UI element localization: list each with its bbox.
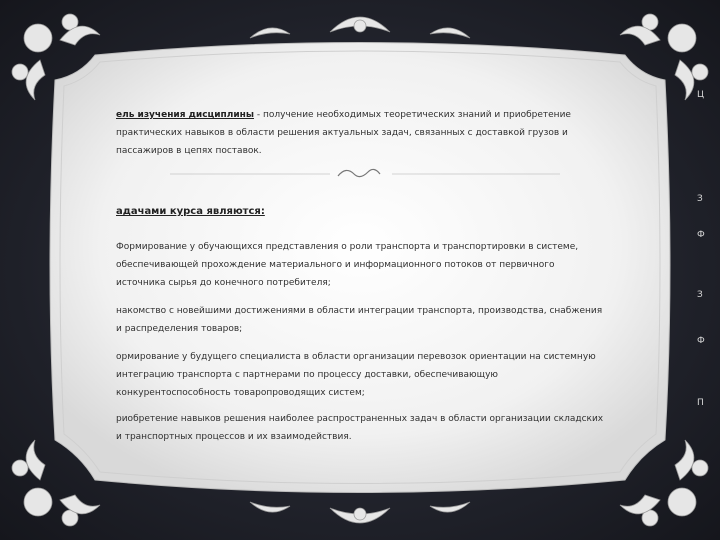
goal-text: - получение необходимых теоретических знаний и приобретение практических навыков в области решения актуальных задач, связанных с доставкой грузов и пассажиров в цепях поставок.: [116, 110, 571, 156]
ornament-top-center: [250, 17, 470, 38]
task-item: Формирование у обучающихся представления о роли транспорта и транспортировки в системе, обеспечивающей прохождение материального и информационного потоков от первичного источника сырья до конечного потребителя;: [116, 242, 579, 288]
task-item: накомство с новейшими достижениями в области интеграции транспорта, производства, снабжения и распределения товаров;: [116, 306, 603, 334]
edge-fragment: Ц: [697, 90, 704, 100]
ornament-bottom-center: [250, 502, 470, 523]
goal-paragraph: [116, 106, 596, 160]
goal-lead: ель изучения дисциплины: [116, 110, 255, 120]
edge-fragment: З: [697, 290, 703, 300]
edge-fragment: Ф: [697, 336, 705, 346]
tasks-heading: адачами курса являются:: [116, 206, 265, 217]
edge-fragment: Ф: [697, 230, 705, 240]
edge-fragment: З: [697, 194, 703, 204]
task-item: ормирование у будущего специалиста в области организации перевозок ориентации на системную интеграцию транспорта с партнерами по процессу доставки, обеспечивающую конкурентоспособность товаропроводящих систем;: [116, 352, 596, 398]
task-item: риобретение навыков решения наиболее распространенных задач в области организации складских и транспортных процессов и их взаимодействия.: [116, 414, 604, 442]
edge-fragment: П: [697, 398, 704, 408]
